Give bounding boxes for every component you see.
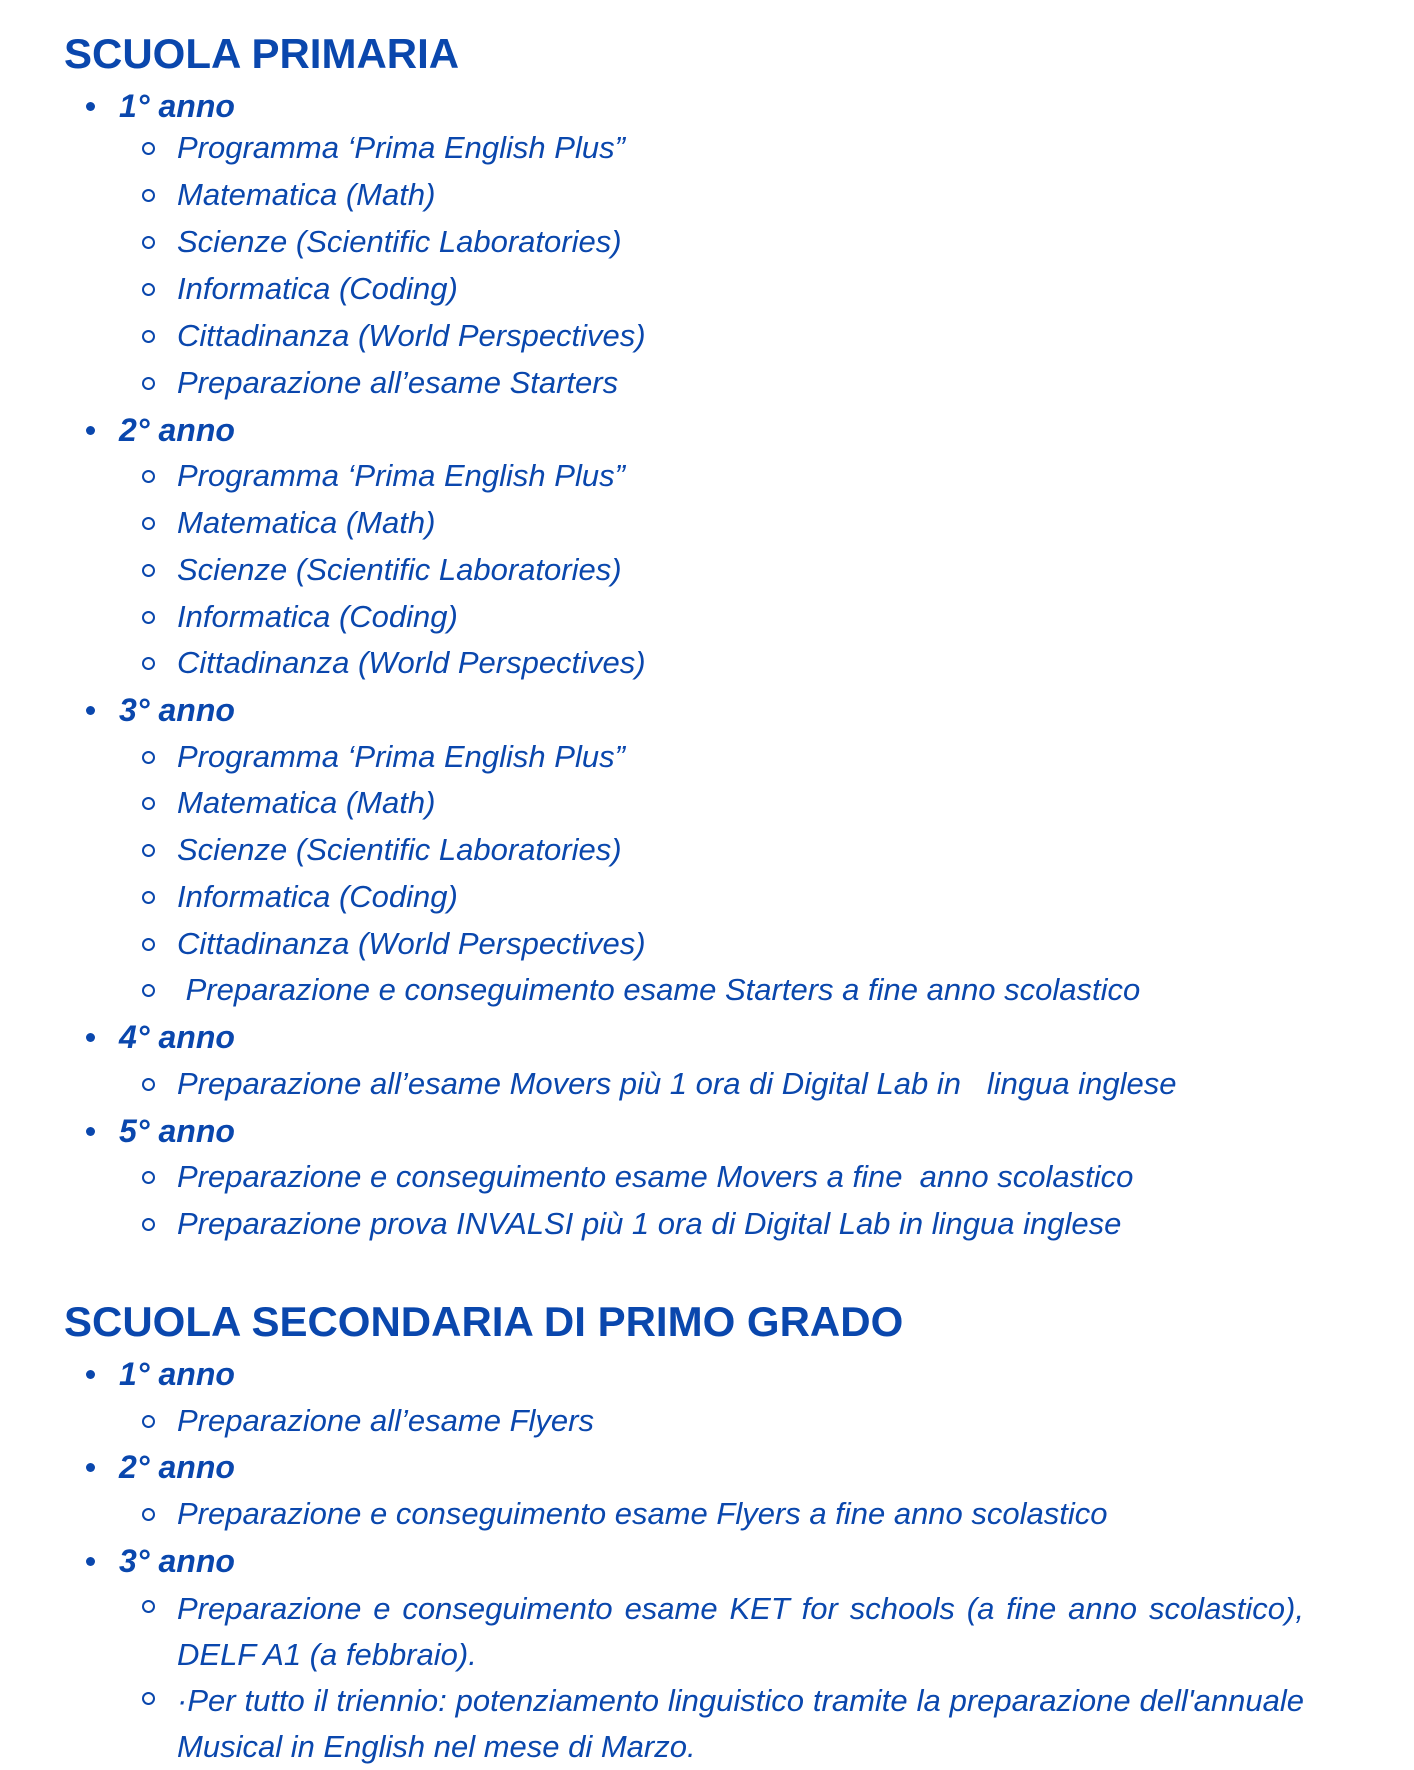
list-item-text: Cittadinanza (World Perspectives): [177, 645, 646, 680]
year-heading: [86, 1354, 235, 1394]
bullet-ring-icon: [142, 984, 155, 997]
bullet-dot-icon: [86, 426, 95, 435]
bullet-ring-icon: [142, 1600, 155, 1613]
bullet-ring-icon: [142, 517, 155, 530]
bullet-ring-icon: [142, 1508, 155, 1521]
list-item-text: Preparazione e conseguimento esame Movers a fine anno scolastico: [177, 1159, 1134, 1194]
year-label: 2° anno: [119, 412, 235, 448]
year-heading: [86, 1111, 235, 1151]
list-item-text: Scienze (Scientific Laboratories): [177, 224, 622, 259]
list-item: [142, 783, 435, 823]
list-item-text: Programma ‘Prima English Plus”: [177, 458, 625, 493]
bullet-ring-icon: [142, 1415, 155, 1428]
year-label: 5° anno: [119, 1113, 235, 1149]
list-item: [142, 503, 435, 543]
list-item-text: Programma ‘Prima English Plus”: [177, 130, 625, 165]
year-heading: [86, 86, 235, 126]
list-item-text: Preparazione prova INVALSI più 1 ora di Digital Lab in lingua inglese: [177, 1206, 1122, 1241]
list-item: [142, 1204, 1121, 1244]
year-label: 1° anno: [119, 88, 235, 124]
bullet-dot-icon: [86, 1370, 95, 1379]
list-item-text: Matematica (Math): [177, 505, 436, 540]
list-item: [142, 175, 435, 215]
bullet-dot-icon: [86, 102, 95, 111]
bullet-ring-icon: [142, 1218, 155, 1231]
year-heading: [86, 1541, 235, 1581]
bullet-dot-icon: [86, 706, 95, 715]
list-item: [142, 1401, 594, 1441]
list-item: [142, 597, 458, 637]
list-item: [142, 737, 625, 777]
year-label: 2° anno: [119, 1449, 235, 1485]
list-item-text: Preparazione e conseguimento esame KET for schools (a fine anno scolastico), DELF A1 (a febbraio).: [177, 1591, 1304, 1672]
list-item-text: ·Per tutto il triennio: potenziamento linguistico tramite la preparazione dell'annuale Musical in English nel mese di Marzo.: [177, 1683, 1304, 1764]
bullet-ring-icon: [142, 1171, 155, 1184]
list-item-text: Scienze (Scientific Laboratories): [177, 832, 622, 867]
list-item-text: Programma ‘Prima English Plus”: [177, 739, 625, 774]
bullet-ring-icon: [142, 142, 155, 155]
year-label: 3° anno: [119, 1543, 235, 1579]
bullet-ring-icon: [142, 377, 155, 390]
list-item: [142, 1157, 1133, 1197]
bullet-dot-icon: [86, 1557, 95, 1566]
list-item-text: Preparazione e conseguimento esame Flyers a fine anno scolastico: [177, 1496, 1108, 1531]
list-item: [142, 1586, 1304, 1678]
bullet-ring-icon: [142, 189, 155, 202]
list-item: [142, 363, 618, 403]
list-item: [142, 316, 646, 356]
list-item: [142, 269, 458, 309]
bullet-ring-icon: [142, 236, 155, 249]
bullet-ring-icon: [142, 470, 155, 483]
bullet-dot-icon: [86, 1033, 95, 1042]
bullet-dot-icon: [86, 1463, 95, 1472]
year-label: 3° anno: [119, 692, 235, 728]
section-title-secondaria: SCUOLA SECONDARIA DI PRIMO GRADO: [64, 1298, 904, 1345]
list-item-text: Preparazione all’esame Flyers: [177, 1403, 594, 1438]
year-label: 4° anno: [119, 1019, 235, 1055]
list-item: [142, 1678, 1304, 1770]
bullet-ring-icon: [142, 564, 155, 577]
bullet-ring-icon: [142, 751, 155, 764]
section-title-primaria: SCUOLA PRIMARIA: [64, 30, 460, 77]
list-item: [142, 877, 458, 917]
bullet-ring-icon: [142, 1692, 155, 1705]
list-item: [142, 456, 625, 496]
list-item-text: Informatica (Coding): [177, 599, 458, 634]
year-heading: [86, 1447, 235, 1487]
list-item-text: Informatica (Coding): [177, 271, 458, 306]
year-heading: [86, 410, 235, 450]
list-item-text: Cittadinanza (World Perspectives): [177, 318, 646, 353]
bullet-dot-icon: [86, 1127, 95, 1136]
bullet-ring-icon: [142, 283, 155, 296]
list-item-text: Cittadinanza (World Perspectives): [177, 926, 646, 961]
list-item-text: Matematica (Math): [177, 177, 436, 212]
year-heading: [86, 1017, 235, 1057]
list-item-text: Matematica (Math): [177, 785, 436, 820]
bullet-ring-icon: [142, 797, 155, 810]
list-item: [142, 128, 625, 168]
bullet-ring-icon: [142, 891, 155, 904]
year-heading: [86, 690, 235, 730]
bullet-ring-icon: [142, 938, 155, 951]
bullet-ring-icon: [142, 1078, 155, 1091]
bullet-ring-icon: [142, 330, 155, 343]
list-item: [142, 222, 622, 262]
list-item: [142, 924, 646, 964]
list-item-text: Preparazione all’esame Movers più 1 ora di Digital Lab in lingua inglese: [177, 1066, 1177, 1101]
list-item: [142, 643, 646, 683]
list-item: [142, 830, 622, 870]
year-label: 1° anno: [119, 1356, 235, 1392]
list-item: [142, 1494, 1108, 1534]
list-item-text: Informatica (Coding): [177, 879, 458, 914]
list-item: [142, 970, 1140, 1010]
list-item: [142, 1064, 1176, 1104]
bullet-ring-icon: [142, 611, 155, 624]
bullet-ring-icon: [142, 844, 155, 857]
list-item-text: Preparazione all’esame Starters: [177, 365, 619, 400]
list-item-text: Preparazione e conseguimento esame Starters a fine anno scolastico: [177, 972, 1141, 1007]
list-item: [142, 550, 622, 590]
bullet-ring-icon: [142, 657, 155, 670]
list-item-text: Scienze (Scientific Laboratories): [177, 552, 622, 587]
